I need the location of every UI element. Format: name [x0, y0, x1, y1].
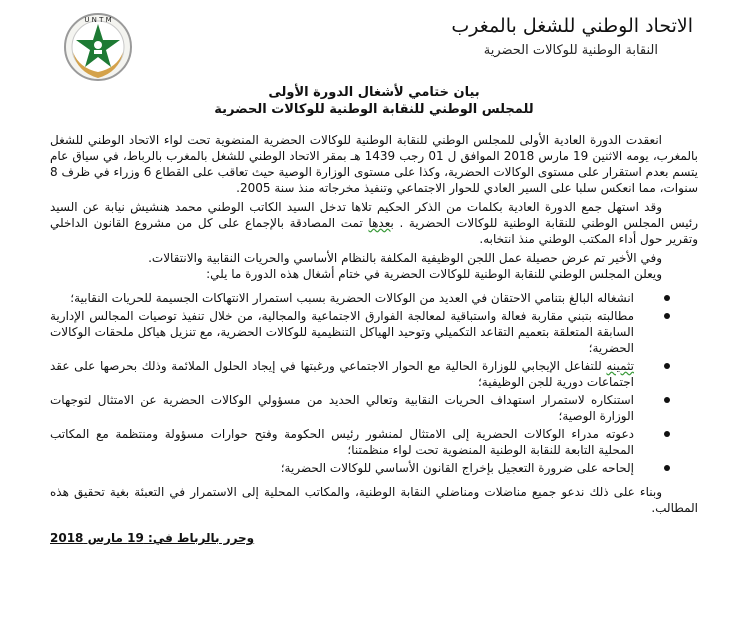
list-item	[50, 290, 634, 306]
list-item-text: انشغاله البالغ بتنامي الاحتقان في العديد من الوكالات الحضرية بسبب استمرار الانتهاكات الجسيمة للحريات النقابية؛	[70, 291, 634, 305]
paragraph-opening: انعقدت الدورة العادية الأولى للمجلس الوطني للنقابة الوطنية للوكالات الحضرية المنضوية تحت لواء الاتحاد الوطني للشغل بالمغرب، يومه الاثنين 19 مارس 2018 الموافق ل 01 رجب 1439 هـ بمقر الاتحاد الوطني للشغل بالمغرب بالرباط، في سياق عام يتسم بعدم استقرار على مستوى الوكالات الحضرية، وكذا على مستوى الوزارة الوصية حيث تعاقب على القطاع 6 وزراء في ظرف 8 سنوات، مما انعكس سلبا على السير العادي للحوار الاجتماعي وتنفيذ مخرجاته منذ سنة 2005.	[50, 133, 699, 195]
resolutions-list	[50, 290, 698, 476]
signature-block	[50, 530, 698, 546]
document-body	[50, 132, 698, 546]
document-title	[144, 84, 604, 118]
paragraph-closing-intro	[50, 250, 698, 282]
list-item	[50, 460, 634, 476]
masthead	[0, 0, 748, 80]
list-item	[50, 358, 634, 390]
paragraph-call-to-action: وبناء على ذلك ندعو جميع مناضلات ومناضلي النقابة الوطنية، والمكاتب المحلية إلى الاستمرار في التعبئة بغية تحقيق هذه المطالب.	[50, 485, 698, 515]
list-item-text: دعوته مدراء الوكالات الحضرية إلى الامتثال لمنشور رئيس الحكومة وفتح حوارات مسؤولة ومنتظمة مع المكاتب المحلية التابعة للنقابة الوطنية المنضوية تحت لواء منظمتنا؛	[50, 427, 634, 457]
paragraph-session	[50, 199, 698, 247]
spellcheck-word: بعدها	[368, 216, 394, 230]
paragraph-declaration: ويعلن المجلس الوطني للنقابة الوطنية للوكالات الحضرية في ختام أشغال هذه الدورة ما يلي:	[206, 267, 662, 281]
sub-organization-name: النقابة الوطنية للوكالات الحضرية	[483, 43, 658, 58]
title-line-2: للمجلس الوطني للنقابة الوطنية للوكالات الحضرية	[214, 102, 534, 117]
logo-letters: U N T M	[84, 16, 112, 24]
untm-logo	[63, 12, 133, 82]
paragraph-committees: وفي الأخير تم عرض حصيلة عمل اللجن الوظيفية المكلفة بالنظام الأساسي والحريات النقابية والانتقالات.	[148, 251, 662, 265]
paragraph-session-text-c: تمت المصادقة بالإجماع على كل من مشروع القانون الداخلي وتقرير حول أداء المكتب الوطني منذ انتخابه.	[50, 216, 698, 246]
bullet-icon	[664, 295, 670, 301]
bullet-icon	[664, 397, 670, 403]
list-item-text: للتفاعل الإيجابي للوزارة الحالية مع الحوار الاجتماعي ورغبتها في إيجاد الحلول الملائمة وذلك بحرصها على عقد اجتماعات دورية للجن الوظيفية؛	[50, 359, 634, 389]
list-item-text: مطالبته بتبني مقاربة فعالة واستباقية لمعالجة الفوارق الاجتماعية والمجالية، من خلال تنفيذ توصيات المجالس الإدارية السابقة المتعلقة بتعميم التقاعد التكميلي وتوحيد الهياكل التنظيمية للوكالات الحضرية، مع تنزيل هياكل ملحقات الوكالات الحضرية؛	[50, 309, 634, 355]
bullet-icon	[664, 431, 670, 437]
paragraph-session-text-a: وقد استهل جمع الدورة العادية بكلمات من الذكر الحكيم تلاها تدخل السيد الكاتب الوطني محمد هنشيش نيابة عن السيد رئيس المجلس الوطني للنقابة الوطنية للوكالات الحضرية .	[50, 200, 698, 230]
signature-date: وحرر بالرباط في: 19 مارس 2018	[50, 531, 255, 545]
spellcheck-word: تثمينه	[606, 359, 634, 373]
list-item	[50, 308, 634, 356]
title-line-1: بيان ختامي لأشغال الدورة الأولى	[268, 85, 480, 100]
list-item-text: إلحاحه على ضرورة التعجيل بإخراج القانون الأساسي للوكالات الحضرية؛	[280, 461, 634, 475]
bullet-icon	[664, 465, 670, 471]
bullet-icon	[664, 313, 670, 319]
bullet-icon	[664, 363, 670, 369]
list-item	[50, 426, 634, 458]
organization-name: الاتحاد الوطني للشغل بالمغرب	[451, 15, 693, 37]
list-item	[50, 392, 634, 424]
list-item-text: استنكاره لاستمرار استهداف الحريات النقابية وتعالي الحديد من مسؤولي الوكالات الحضرية عن الامتثال لتوجهات الوزارة الوصية؛	[50, 393, 634, 423]
